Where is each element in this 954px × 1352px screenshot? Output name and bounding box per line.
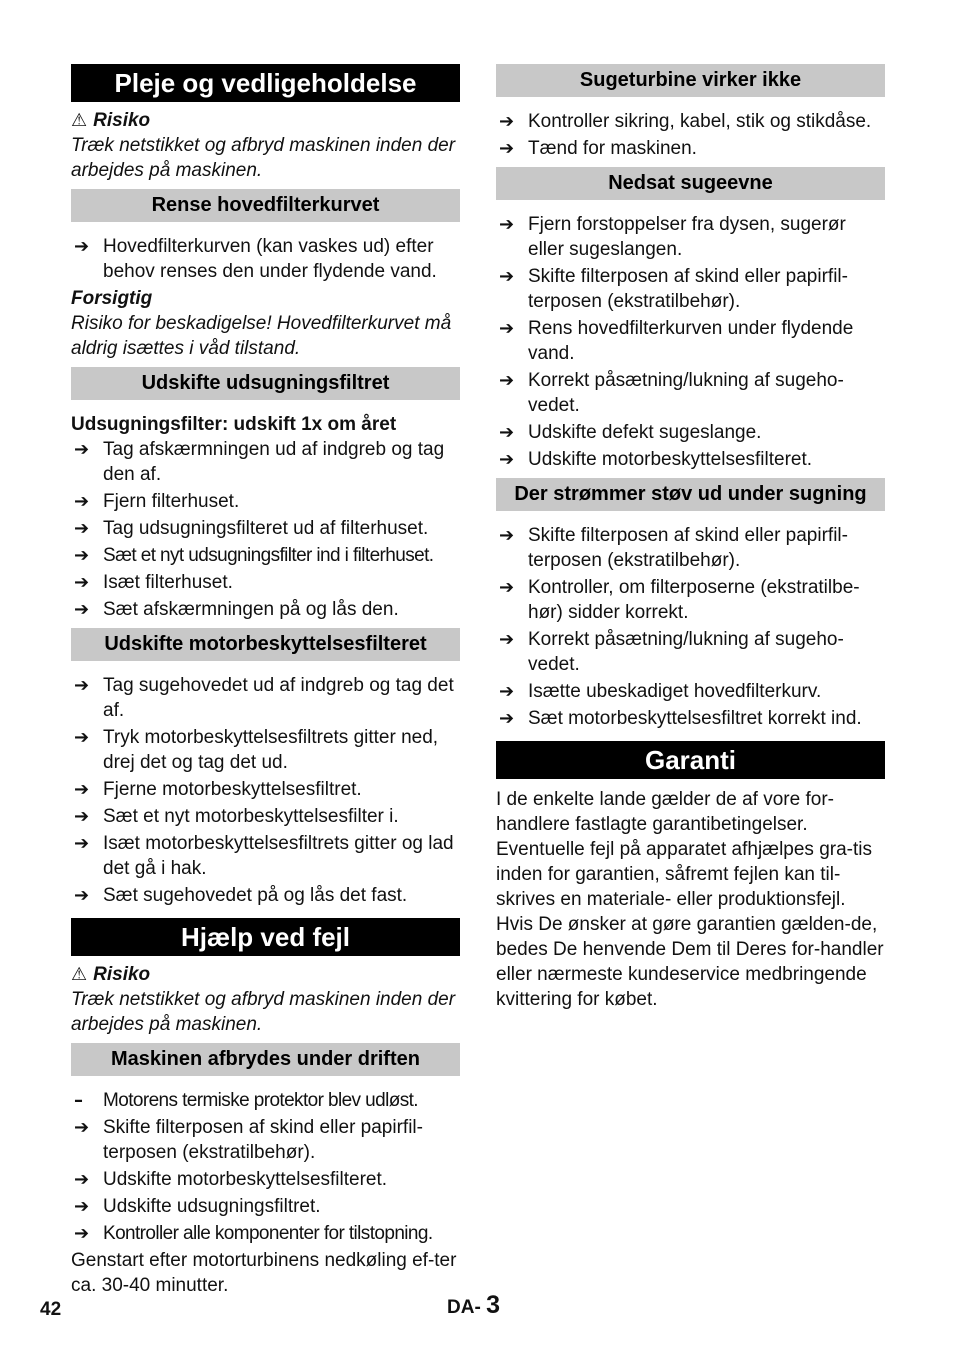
list-item: [71, 883, 460, 908]
list-item: – Motorens termiske protektor blev udløst.: [74, 1090, 418, 1111]
arrow-icon: ➔: [74, 572, 90, 593]
warning-icon: ⚠: [71, 110, 88, 131]
list-item-text: Udskifte udsugningsfiltret.: [103, 1196, 321, 1217]
arrow-icon: ➔: [74, 236, 90, 257]
list-item: [496, 109, 885, 134]
arrow-icon: ➔: [499, 577, 515, 598]
risk-text-2: Træk netstikket og afbryd maskinen inden der arbejdes på maskinen.: [71, 989, 456, 1035]
list-item: [71, 437, 460, 487]
list-item: [71, 1167, 460, 1192]
warning-icon: ⚠: [71, 964, 88, 985]
arrow-icon: ➔: [74, 727, 90, 748]
arrow-icon: ➔: [74, 1196, 90, 1217]
suction-heading: Nedsat sugeevne: [496, 167, 885, 200]
arrow-icon: ➔: [74, 518, 90, 539]
arrow-icon: ➔: [74, 675, 90, 696]
arrow-icon: ➔: [74, 491, 90, 512]
exhaust-filter-subheading: Udsugningsfilter: udskift 1x om året: [71, 414, 397, 435]
list-item-text: Sæt motorbeskyttelsesfiltret korrekt ind.: [528, 708, 862, 729]
arrow-icon: ➔: [74, 545, 89, 566]
risk-label-2: Risiko: [93, 964, 151, 985]
warranty-text: I de enkelte lande gælder de af vore for-handlere fastlagte garantibetingelser. Eventuelle fejl på apparatet afhjælpes gra-tis inden for garantien, såfremt fejlen kan til-skrives en materiale- eller produktionsfejl. Hvis De ønsker at gøre garantien gælden-de, bedes De henvende Dem til Deres for-handler eller nærmeste kundeservice medbringende kvittering for købet.: [496, 789, 884, 1010]
motor-filter-heading: Udskifte motorbeskyttelsesfilteret: [71, 628, 460, 661]
list-item: [71, 489, 460, 514]
list-item: [71, 1194, 460, 1219]
arrow-icon: ➔: [499, 266, 515, 287]
exhaust-filter-heading: Udskifte udsugningsfiltret: [71, 367, 460, 400]
list-item: [496, 447, 885, 472]
list-item-text: Udskifte motorbeskyttelsesfilteret.: [103, 1169, 388, 1190]
list-item-text: Sæt sugehovedet på og lås det fast.: [103, 885, 408, 906]
list-item-text: Isætte ubeskadiget hovedfilterkurv.: [528, 681, 822, 702]
exhaust-filter-list: [71, 437, 460, 622]
list-item: [496, 136, 885, 161]
clean-list: [71, 234, 460, 284]
list-item: [496, 679, 885, 704]
arrow-icon: ➔: [74, 885, 90, 906]
arrow-icon: ➔: [74, 833, 90, 854]
list-item: [71, 725, 460, 775]
list-item: [71, 1115, 460, 1165]
list-item: [496, 368, 885, 418]
list-item-text: Isæt filterhuset.: [103, 572, 233, 593]
arrow-icon: ➔: [74, 1117, 90, 1138]
list-item: [496, 264, 885, 314]
list-item-text: Sæt afskærmningen på og lås den.: [103, 599, 399, 620]
caution-label: Forsigtig: [71, 288, 153, 309]
section-number: 3: [486, 1291, 500, 1319]
list-item-text: Kontroller alle komponenter for tilstopning.: [103, 1223, 433, 1244]
list-item: [71, 1221, 460, 1246]
section-code: [447, 1293, 500, 1320]
list-item: [71, 234, 460, 284]
machine-stops-actions: [71, 1115, 460, 1246]
arrow-icon: ➔: [499, 629, 515, 650]
help-heading: Hjælp ved fejl: [71, 918, 460, 956]
suction-list: [496, 212, 885, 472]
list-item: [496, 627, 885, 677]
list-item: [71, 777, 460, 802]
clean-heading: Rense hovedfilterkurvet: [71, 189, 460, 222]
list-item-text: Skifte filterposen af skind eller papirfil-terposen (ekstratilbehør).: [103, 1117, 423, 1163]
list-item: [496, 706, 885, 731]
arrow-icon: ➔: [499, 525, 515, 546]
list-item-text: Skifte filterposen af skind eller papirfil-terposen (ekstratilbehør).: [528, 266, 848, 312]
list-item-text: Udskifte motorbeskyttelsesfilteret.: [528, 449, 813, 470]
list-item-text: Fjerne motorbeskyttelsesfiltret.: [103, 779, 362, 800]
arrow-icon: ➔: [74, 779, 90, 800]
dash-icon: –: [74, 1090, 83, 1111]
risk-label: Risiko: [93, 110, 151, 131]
list-item: [496, 212, 885, 262]
list-item-text: Isæt motorbeskyttelsesfiltrets gitter og lad det gå i hak.: [103, 833, 454, 879]
warranty-heading: Garanti: [496, 741, 885, 779]
list-item-text: Tag udsugningsfilteret ud af filterhuset.: [103, 518, 429, 539]
arrow-icon: ➔: [74, 599, 90, 620]
arrow-icon: ➔: [499, 422, 515, 443]
arrow-icon: ➔: [74, 806, 90, 827]
arrow-icon: ➔: [499, 449, 515, 470]
arrow-icon: ➔: [499, 370, 515, 391]
arrow-icon: ➔: [499, 318, 515, 339]
list-item-text: Tænd for maskinen.: [528, 138, 697, 159]
list-item-text: Tag sugehovedet ud af indgreb og tag det af.: [103, 675, 454, 721]
list-item: [71, 543, 460, 568]
list-item: [71, 516, 460, 541]
arrow-icon: ➔: [499, 681, 515, 702]
list-item-text: Korrekt påsætning/lukning af sugeho-vedet.: [528, 629, 844, 675]
left-column: [71, 64, 460, 1300]
list-item: [496, 523, 885, 573]
list-item: [71, 597, 460, 622]
caution-text: Risiko for beskadigelse! Hovedfilterkurvet må aldrig isættes i våd tilstand.: [71, 313, 452, 359]
turbine-heading: Sugeturbine virker ikke: [496, 64, 885, 97]
list-item-text: Fjern filterhuset.: [103, 491, 240, 512]
arrow-icon: ➔: [499, 138, 515, 159]
list-item-text: Sæt et nyt udsugningsfilter ind i filterhuset.: [103, 545, 434, 566]
list-item-text: Skifte filterposen af skind eller papirfil-terposen (ekstratilbehør).: [528, 525, 848, 571]
list-item: [496, 575, 885, 625]
list-item: [71, 673, 460, 723]
restart-text: Genstart efter motorturbinens nedkøling ef-ter ca. 30-40 minutter.: [71, 1250, 457, 1296]
right-column: [496, 64, 885, 1012]
list-item-text: Hovedfilterkurven (kan vaskes ud) efter behov renses den under flydende vand.: [103, 236, 437, 282]
list-item: [496, 420, 885, 445]
arrow-icon: ➔: [74, 1169, 90, 1190]
arrow-icon: ➔: [499, 708, 515, 729]
machine-stops-list: [71, 1088, 460, 1113]
list-item-text: Kontroller sikring, kabel, stik og stikdåse.: [528, 111, 872, 132]
turbine-list: [496, 109, 885, 161]
risk-heading: [71, 108, 460, 133]
list-item-text: Tryk motorbeskyttelsesfiltrets gitter ned, drej det og tag det ud.: [103, 727, 439, 773]
risk-heading-2: [71, 962, 460, 987]
machine-stops-heading: Maskinen afbrydes under driften: [71, 1043, 460, 1076]
list-item-text: Korrekt påsætning/lukning af sugeho-vedet.: [528, 370, 844, 416]
list-item: [71, 831, 460, 881]
list-item-text: Kontroller, om filterposerne (ekstratilbe-hør) sidder korrekt.: [528, 577, 860, 623]
list-item-text: Udskifte defekt sugeslange.: [528, 422, 762, 443]
list-item-text: Rens hovedfilterkurven under flydende vand.: [528, 318, 854, 364]
motor-filter-list: [71, 673, 460, 908]
list-item: [71, 804, 460, 829]
list-item: [71, 570, 460, 595]
care-heading: Pleje og vedligeholdelse: [71, 64, 460, 102]
list-item: [496, 316, 885, 366]
dust-heading: Der strømmer støv ud under sugning: [496, 478, 885, 511]
dust-list: [496, 523, 885, 731]
arrow-icon: ➔: [74, 439, 90, 460]
page-number: 42: [40, 1299, 62, 1320]
arrow-icon: ➔: [499, 214, 515, 235]
arrow-icon: ➔: [499, 111, 515, 132]
list-item-text: Tag afskærmningen ud af indgreb og tag den af.: [103, 439, 445, 485]
list-item-text: Sæt et nyt motorbeskyttelsesfilter i.: [103, 806, 399, 827]
list-item-text: Fjern forstoppelser fra dysen, sugerør eller sugeslangen.: [528, 214, 846, 260]
lang-code: DA-: [447, 1297, 481, 1318]
arrow-icon: ➔: [74, 1223, 89, 1244]
risk-text: Træk netstikket og afbryd maskinen inden der arbejdes på maskinen.: [71, 135, 456, 181]
